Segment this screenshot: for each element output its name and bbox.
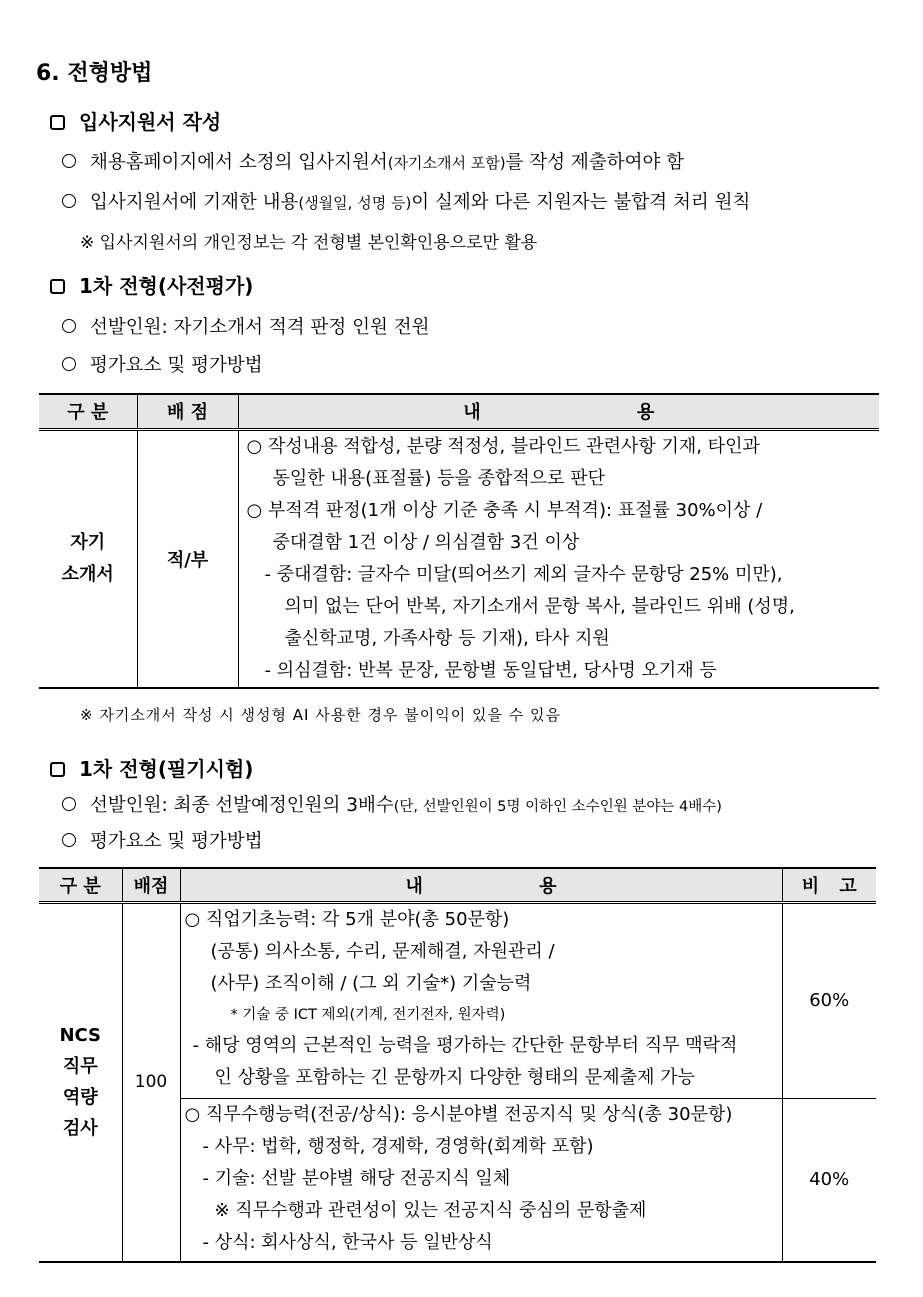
- score-cell: 적/부: [137, 429, 238, 688]
- heading-text: 1차 전형(사전평가): [79, 274, 254, 298]
- header-category: 구 분: [39, 868, 122, 902]
- circle-bullet-icon: [62, 797, 76, 811]
- circle-bullet-icon: [62, 154, 76, 168]
- row-label-cell: [39, 429, 137, 688]
- circle-bullet-icon: [62, 194, 76, 208]
- checkbox-square-icon: [50, 115, 65, 130]
- content-line: 의미 없는 단어 반복, 자기소개서 문항 복사, 블라인드 위배 (성명,: [284, 595, 795, 617]
- content-line: - 기술: 선발 분야별 해당 전공지식 일체: [202, 1167, 511, 1189]
- row-label-cell: [39, 902, 122, 1262]
- subsection-heading-pre-evaluation: [50, 270, 253, 299]
- content-line: * 기술 중 ICT 제외(기계, 전기전자, 원자력): [230, 1006, 506, 1023]
- content-line: - 해당 영역의 근본적인 능력을 평가하는 간단한 문항부터 직무 맥락적: [192, 1034, 738, 1056]
- content-line: 동일한 내용(표절률) 등을 종합적으로 판단: [272, 467, 606, 489]
- content-line: (사무) 조직이해 / (그 외 기술*) 기술능력: [210, 972, 532, 994]
- heading-text: 1차 전형(필기시험): [79, 757, 254, 781]
- checkbox-square-icon: [50, 279, 65, 294]
- item-text: 평가요소 및 평가방법: [90, 831, 263, 852]
- list-item: [62, 827, 263, 853]
- content-line: 인 상황을 포함하는 긴 문항까지 다양한 형태의 문제출제 가능: [214, 1066, 695, 1088]
- content-line: - 중대결함: 글자수 미달(띄어쓰기 제외 글자수 문항당 25% 미만),: [264, 563, 783, 585]
- content-cell: [238, 429, 879, 688]
- row-label-line: 자기: [70, 531, 106, 553]
- list-item: [62, 313, 429, 339]
- header-score: 배 점: [137, 394, 238, 429]
- content-line: 출신학교명, 가족사항 등 기재), 타사 지원: [284, 627, 610, 649]
- remark-cell: 60%: [782, 902, 876, 1098]
- content-line: ○ 부적격 판정(1개 이상 기준 충족 시 부적격): 표절률 30%이상 /: [246, 499, 763, 521]
- circle-bullet-icon: [62, 833, 76, 847]
- header-remark: 비 고: [782, 868, 876, 902]
- ai-usage-note: ※ 자기소개서 작성 시 생성형 AI 사용한 경우 불이익이 있을 수 있음: [80, 706, 561, 724]
- remark-cell: 40%: [782, 1098, 876, 1262]
- content-cell-basic-ability: [180, 902, 782, 1098]
- header-content: 내 용: [238, 394, 879, 429]
- list-item: [62, 791, 722, 817]
- heading-text: 입사지원서 작성: [79, 110, 222, 134]
- header-content: 내 용: [180, 868, 782, 902]
- list-item: [62, 188, 750, 214]
- written-exam-table: [39, 867, 876, 1263]
- item-small-text: (자기소개서 포함): [387, 154, 506, 172]
- subsection-heading-application: [50, 106, 221, 135]
- header-score: 배점: [122, 868, 180, 902]
- item-text: 선발인원: 최종 선발예정인원의 3배수: [90, 795, 394, 816]
- privacy-note: ※ 입사지원서의 개인정보는 각 전형별 본인확인용으로만 활용: [80, 233, 538, 253]
- content-line: - 사무: 법학, 행정학, 경제학, 경영학(회계학 포함): [202, 1135, 594, 1157]
- list-item: [62, 148, 684, 174]
- section-title: 6. 전형방법: [36, 61, 153, 86]
- pre-evaluation-table: [39, 393, 879, 689]
- score-cell: 100: [122, 902, 180, 1262]
- content-line: - 의심결함: 반복 문장, 문항별 동일답변, 당사명 오기재 등: [264, 659, 717, 681]
- content-line: ○ 작성내용 적합성, 분량 적정성, 블라인드 관련사항 기재, 타인과: [246, 435, 760, 457]
- item-text: 평가요소 및 평가방법: [90, 355, 263, 376]
- content-cell-job-ability: [180, 1098, 782, 1262]
- row-label-line: 검사: [62, 1118, 98, 1140]
- row-label-line: NCS: [59, 1025, 102, 1047]
- item-tail-text: 이 실제와 다른 지원자는 불합격 처리 원칙: [411, 192, 751, 213]
- checkbox-square-icon: [50, 762, 65, 777]
- item-text: 입사지원서에 기재한 내용: [90, 192, 299, 213]
- list-item: [62, 351, 263, 377]
- header-category: 구 분: [39, 394, 137, 429]
- item-tail-text: 를 작성 제출하여야 함: [505, 152, 685, 173]
- circle-bullet-icon: [62, 357, 76, 371]
- content-line: 중대결함 1건 이상 / 의심결함 3건 이상: [272, 531, 580, 553]
- item-text: 채용홈페이지에서 소정의 입사지원서: [90, 152, 388, 173]
- row-label-line: 역량: [62, 1087, 98, 1109]
- content-line: ○ 직무수행능력(전공/상식): 응시분야별 전공지식 및 상식(총 30문항): [184, 1103, 733, 1125]
- content-line: (공통) 의사소통, 수리, 문제해결, 자원관리 /: [210, 940, 555, 962]
- row-label-line: 소개서: [61, 563, 114, 585]
- subsection-heading-written-exam: [50, 753, 253, 782]
- item-small-text: (단, 선발인원이 5명 이하인 소수인원 분야는 4배수): [393, 799, 722, 815]
- circle-bullet-icon: [62, 319, 76, 333]
- row-label-line: 직무: [62, 1056, 98, 1078]
- content-line: - 상식: 회사상식, 한국사 등 일반상식: [202, 1231, 493, 1253]
- item-text: 선발인원: 자기소개서 적격 판정 인원 전원: [90, 317, 430, 338]
- item-small-text: (생월일, 성명 등): [298, 194, 412, 212]
- content-line: ○ 직업기초능력: 각 5개 분야(총 50문항): [184, 908, 510, 930]
- content-line: ※ 직무수행과 관련성이 있는 전공지식 중심의 문항출제: [214, 1199, 647, 1221]
